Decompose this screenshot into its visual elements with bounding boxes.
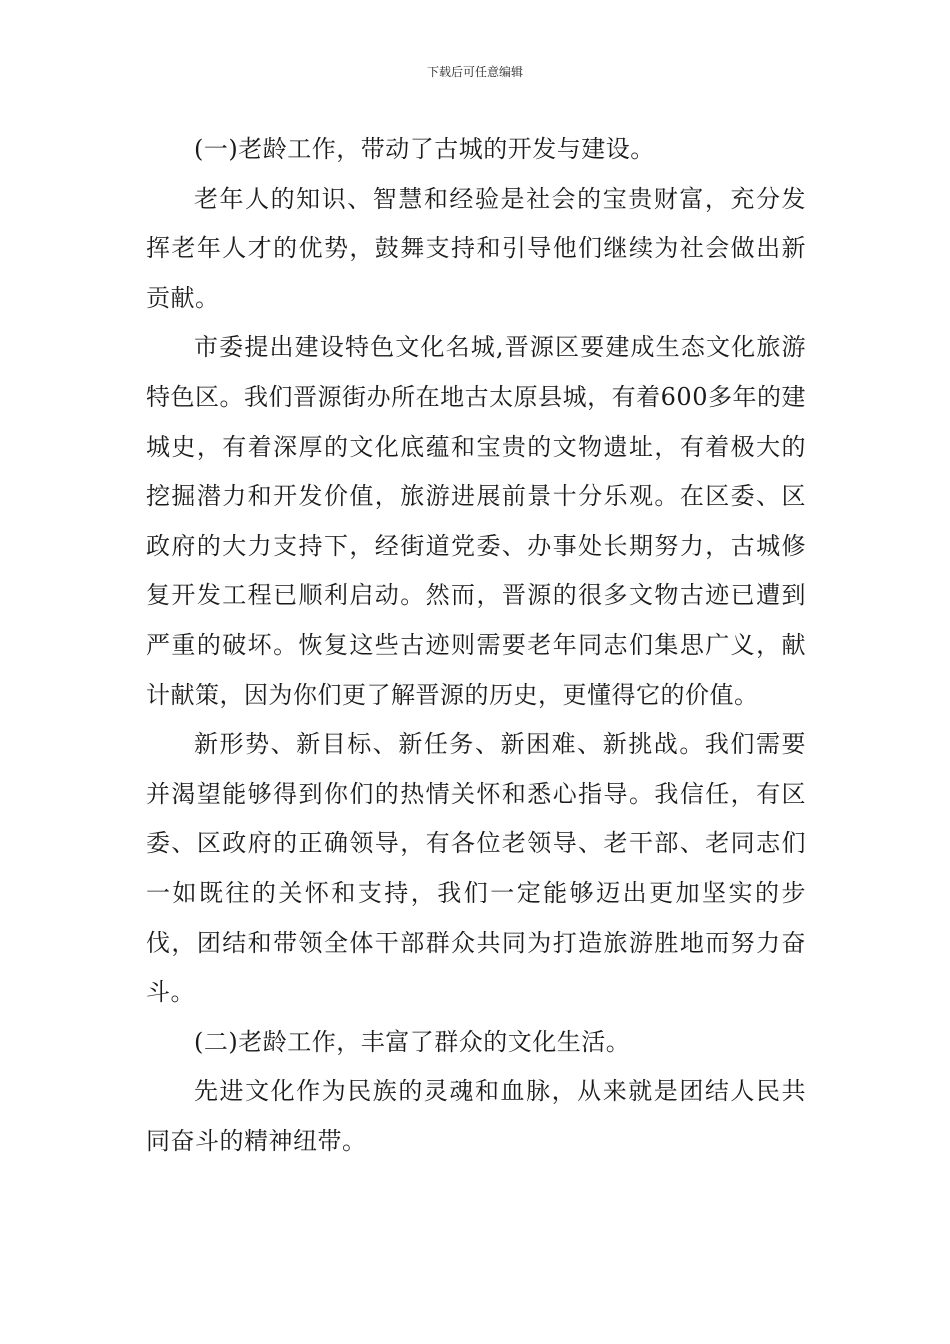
paragraph: 市委提出建设特色文化名城,晋源区要建成生态文化旅游特色区。我们晋源街办所在地古太原县城，有着600多年的建城史，有着深厚的文化底蕴和宝贵的文物遗址，有着极大的挖掘潜力和开发价值，旅游进展前景十分乐观。在区委、区政府的大力支持下，经街道党委、办事处长期努力，古城修复开发工程已顺利启动。然而，晋源的很多文物古迹已遭到严重的破坏。恢复这些古迹则需要老年同志们集思广义，献计献策，因为你们更了解晋源的历史，更懂得它的价值。 [146,333,806,709]
paragraph: 新形势、新目标、新任务、新困难、新挑战。我们需要并渴望能够得到你们的热情关怀和悉心指导。我信任，有区委、区政府的正确领导，有各位老领导、老干部、老同志们一如既往的关怀和支持，我们一定能够迈出更加坚实的步伐，团结和带领全体干部群众共同为打造旅游胜地而努力奋斗。 [146,730,806,1007]
section-heading-1: (一)老龄工作，带动了古城的开发与建设。 [194,135,655,163]
paragraph: 先进文化作为民族的灵魂和血脉，从来就是团结人民共同奋斗的精神纽带。 [146,1077,806,1155]
paragraph: 老年人的知识、智慧和经验是社会的宝贵财富，充分发挥老年人才的优势，鼓舞支持和引导他们继续为社会做出新贡献。 [146,184,806,312]
document-body [146,125,806,1166]
section-heading-2: (二)老龄工作，丰富了群众的文化生活。 [194,1027,631,1056]
page-header: 下载后可任意编辑 [426,65,523,79]
